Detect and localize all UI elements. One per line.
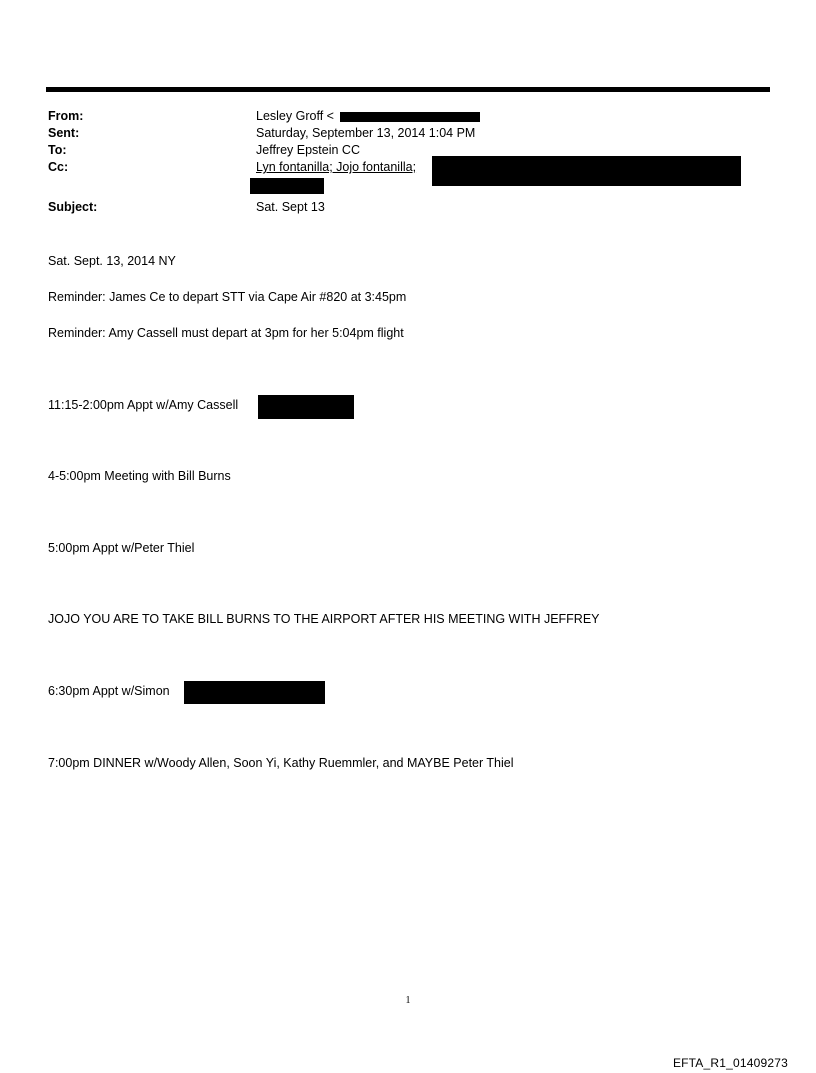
body-appt-simon: 6:30pm Appt w/Simon <box>48 684 170 698</box>
body-jojo-instruction: JOJO YOU ARE TO TAKE BILL BURNS TO THE AIRPORT AFTER HIS MEETING WITH JEFFREY <box>48 612 600 626</box>
to-label: To: <box>48 143 67 157</box>
body-dinner: 7:00pm DINNER w/Woody Allen, Soon Yi, Kathy Ruemmler, and MAYBE Peter Thiel <box>48 756 514 770</box>
cc-label: Cc: <box>48 160 69 174</box>
bates-number: EFTA_R1_01409273 <box>672 1056 788 1070</box>
header-rule <box>46 87 770 92</box>
sent-label: Sent: <box>48 126 80 140</box>
cc-redaction-1 <box>432 156 741 186</box>
cc-value: Lyn fontanilla; Jojo fontanilla; <box>256 160 417 174</box>
body-reminder-1: Reminder: James Ce to depart STT via Cape Air #820 at 3:45pm <box>48 290 407 304</box>
subject-value: Sat. Sept 13 <box>256 200 325 214</box>
body-meeting-burns: 4-5:00pm Meeting with Bill Burns <box>48 469 231 483</box>
body-appt-thiel: 5:00pm Appt w/Peter Thiel <box>48 541 195 555</box>
from-email-redaction <box>340 112 480 122</box>
from-label: From: <box>48 109 84 123</box>
subject-label: Subject: <box>48 200 98 214</box>
cc-redaction-2 <box>250 178 324 194</box>
to-value: Jeffrey Epstein CC <box>256 143 360 157</box>
sent-value: Saturday, September 13, 2014 1:04 PM <box>256 126 476 140</box>
page-number: 1 <box>405 995 411 1006</box>
from-value: Lesley Groff < <box>256 109 334 123</box>
appt-simon-redaction <box>184 681 325 704</box>
body-reminder-2: Reminder: Amy Cassell must depart at 3pm for her 5:04pm flight <box>48 326 404 340</box>
appt-amy-redaction <box>258 395 354 419</box>
body-appt-amy: 11:15-2:00pm Appt w/Amy Cassell <box>48 398 239 412</box>
body-date-line: Sat. Sept. 13, 2014 NY <box>48 254 176 268</box>
